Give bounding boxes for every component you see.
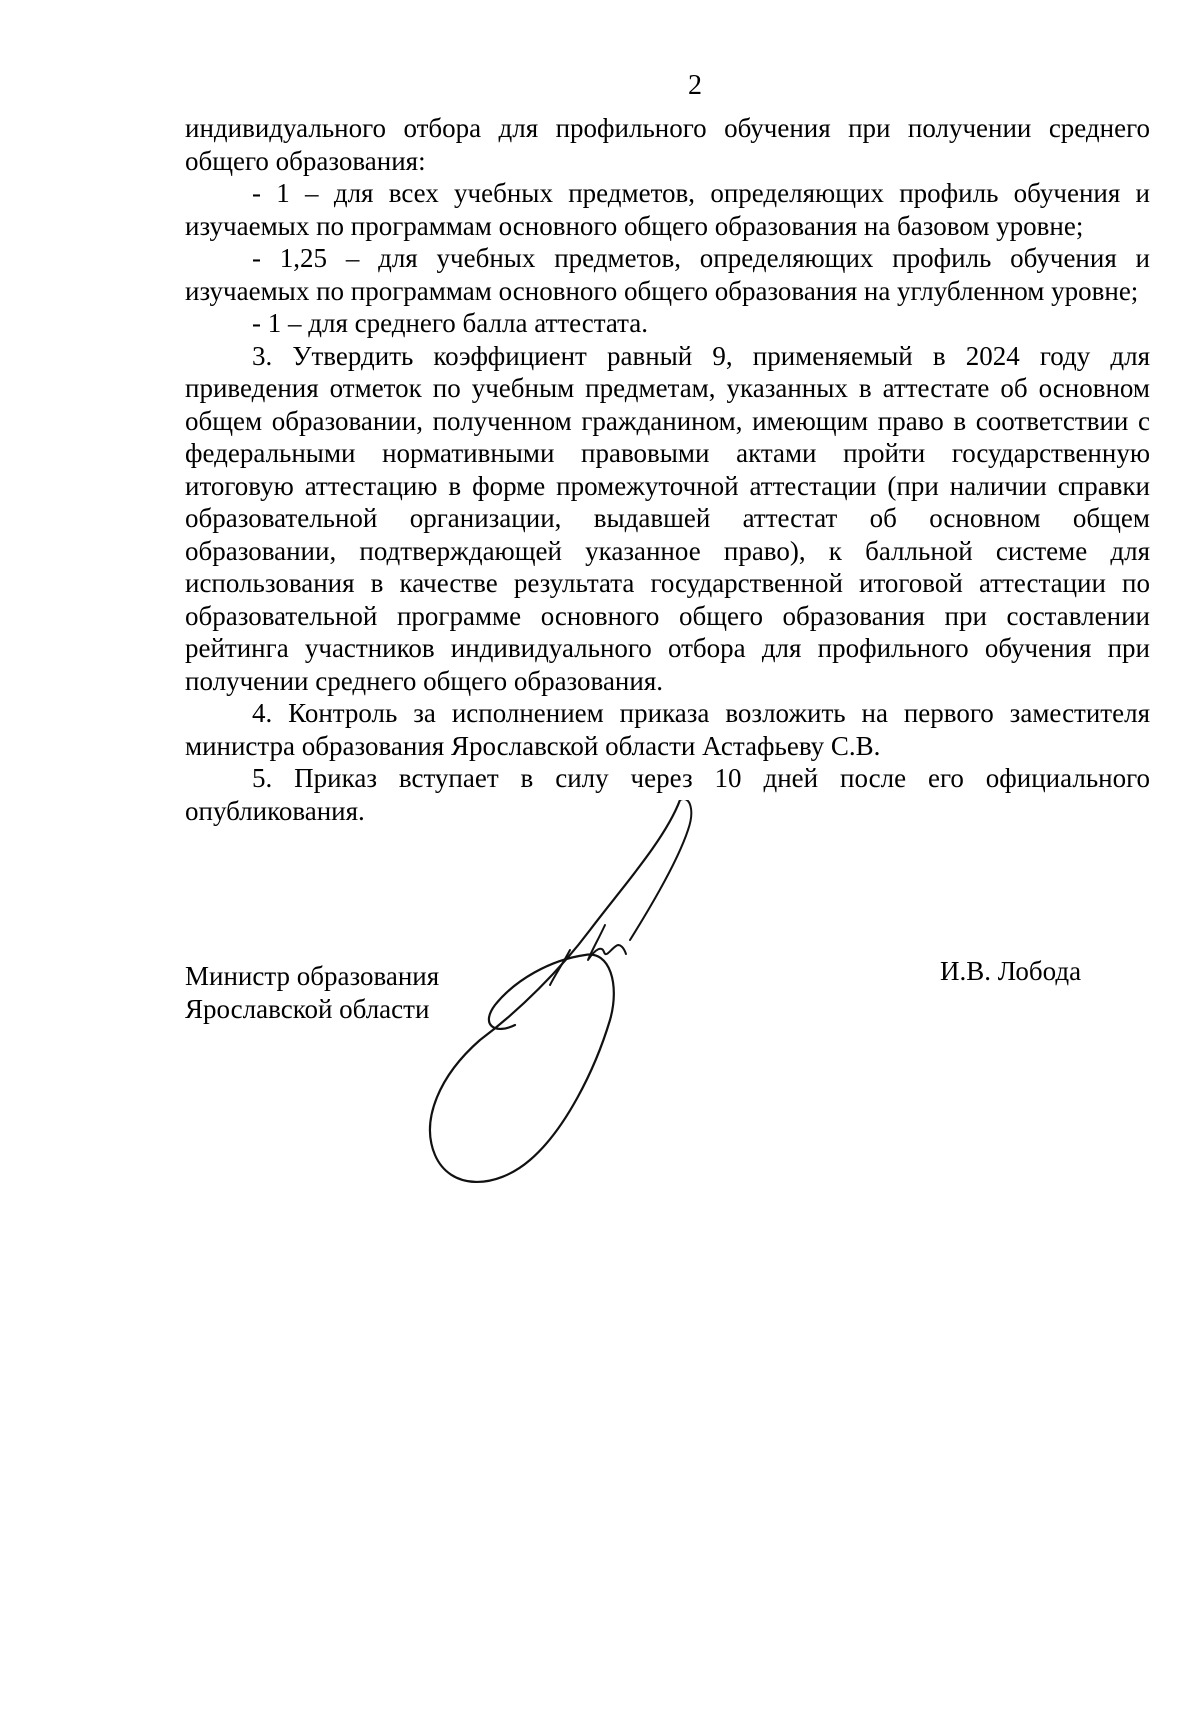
paragraph-item-4: 4. Контроль за исполнением приказа возложить на первого заместителя министра образования Ярославской области Астафьеву С.В.: [185, 698, 1150, 761]
position-line-2: Ярославской области: [185, 994, 430, 1024]
signatory-position: [185, 960, 439, 1026]
page-number: 2: [688, 70, 702, 101]
handwritten-signature: [420, 800, 720, 1200]
signatory-name: И.В. Лобода: [940, 956, 1082, 986]
position-line-1: Министр образования: [185, 961, 440, 991]
list-item-basic-level: - 1 – для всех учебных предметов, определяющих профиль обучения и изучаемых по программам основного общего образования на базовом уровне;: [185, 178, 1150, 241]
paragraph-item-3: 3. Утвердить коэффициент равный 9, применяемый в 2024 году для приведения отметок по учебным предметам, указанных в аттестате об основном общем образовании, полученном гражданином, имеющим право в соответствии с федеральными нормативными правовыми актами пройти государственную итоговую аттестацию в форме промежуточной аттестации (при наличии справки образовательной организации, выдавшей аттестат об основном общем образовании, подтверждающей указанное право), к балльной системе для использования в качестве результата государственной итоговой аттестации по образовательной программе основного общего образования при составлении рейтинга участников индивидуального отбора для профильного обучения при получении среднего общего образования.: [185, 340, 1150, 696]
document-body: [185, 112, 1150, 827]
paragraph-continuation: индивидуального отбора для профильного обучения при получении среднего общего образования:: [185, 113, 1150, 176]
paragraph-item-5: 5. Приказ вступает в силу через 10 дней после его официального опубликования.: [185, 763, 1150, 826]
list-item-advanced-level: - 1,25 – для учебных предметов, определяющих профиль обучения и изучаемых по программам основного общего образования на углубленном уровне;: [185, 243, 1150, 306]
list-item-average-score: - 1 – для среднего балла аттестата.: [252, 308, 648, 338]
